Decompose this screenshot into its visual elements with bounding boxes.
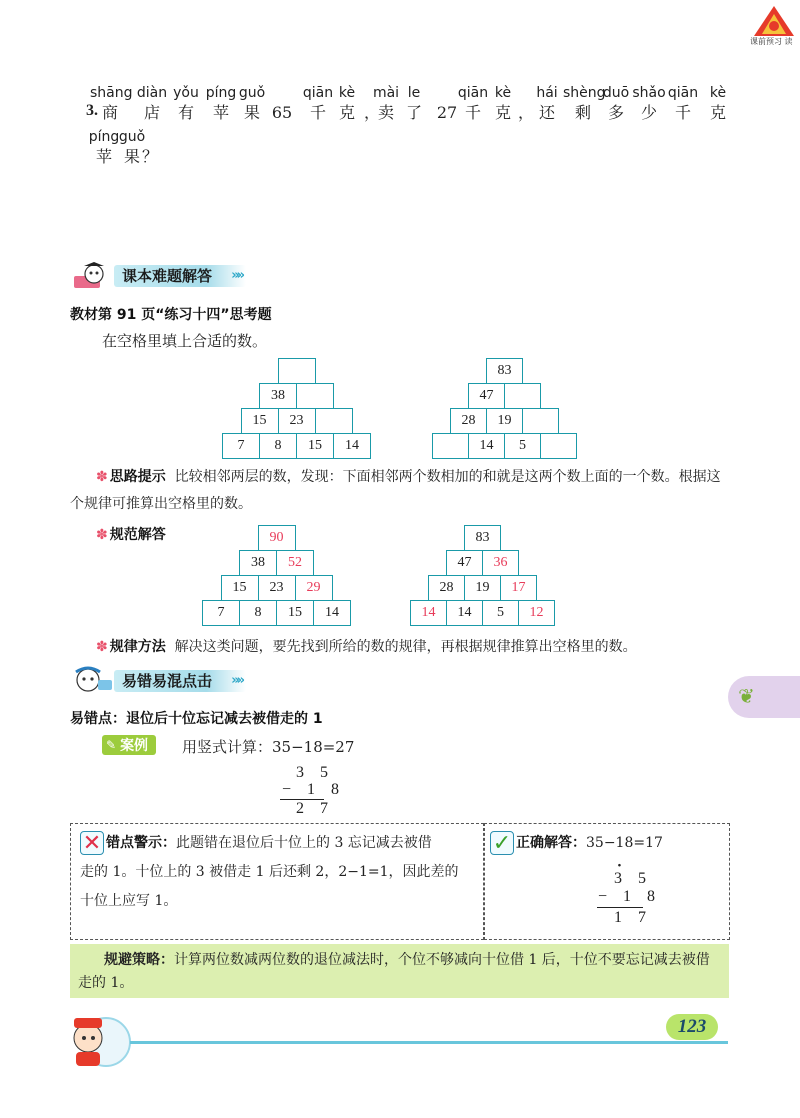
pinyin-char: kè 克 bbox=[709, 85, 727, 122]
pinyin-char: qiān 千 bbox=[457, 85, 489, 122]
pencil-icon: ✎ bbox=[106, 738, 117, 752]
pyramid-cell: 7 bbox=[202, 600, 240, 626]
pyramid-cell: 47 bbox=[446, 550, 483, 576]
pyramid-cell bbox=[540, 433, 577, 459]
logo-text: 课前预习 读 bbox=[750, 37, 793, 46]
pyramid-cell: 38 bbox=[259, 383, 297, 409]
section-title: 课本难题解答 »» bbox=[114, 265, 246, 287]
pyramid-cell: 19 bbox=[486, 408, 523, 434]
pyramid-cell: 8 bbox=[259, 433, 297, 459]
borrow-dot: · bbox=[617, 858, 622, 874]
case-vertical-top: 3 5 bbox=[296, 764, 334, 781]
pinyin-char: píng 苹 bbox=[88, 129, 120, 166]
pinyin-char: qiān 千 bbox=[302, 85, 334, 122]
pinyin-char: ， bbox=[363, 103, 380, 122]
strategy-box: 规避策略：计算两位数减两位数的退位减法时，个位不够减向十位借 1 后，十位不要忘记减去被借走的 1。 bbox=[70, 944, 729, 998]
pyramid-cell: 7 bbox=[222, 433, 260, 459]
side-tab bbox=[728, 676, 800, 718]
case-vertical-subtrahend: − 1 8 bbox=[282, 781, 346, 798]
question-number: 3. bbox=[86, 102, 98, 119]
pyramid-cell: 23 bbox=[258, 575, 296, 601]
checkmark-icon: ✓ bbox=[490, 831, 514, 855]
pyramid-cell: 38 bbox=[239, 550, 277, 576]
pinyin-char: 27 bbox=[436, 103, 458, 122]
pinyin-char: guǒ 果 bbox=[238, 85, 266, 122]
pinyin-char: guǒ 果 bbox=[118, 129, 146, 166]
pyramid-cell: 83 bbox=[486, 358, 523, 384]
pinyin-char: le 了 bbox=[405, 85, 422, 122]
pinyin-char: yǒu 有 bbox=[173, 85, 199, 122]
pyramid-cell: 52 bbox=[276, 550, 314, 576]
section-header-mistakes bbox=[72, 666, 246, 696]
pyramid-cell: 14 bbox=[313, 600, 351, 626]
sprout-icon: ❦ bbox=[738, 684, 755, 708]
pinyin-char: shāng 商 bbox=[90, 85, 133, 122]
correct-vertical-line bbox=[597, 907, 643, 908]
pinyin-char: diàn 店 bbox=[136, 85, 168, 122]
error-point: 易错点：退位后十位忘记减去被借走的 1 bbox=[70, 711, 323, 727]
pinyin-char: ， bbox=[517, 103, 534, 122]
method-paragraph: ✽ 规律方法 解决这类问题，要先找到所给的数的规律，再根据规律推算出空格里的数。 bbox=[96, 639, 637, 655]
pyramid-cell: 14 bbox=[410, 600, 447, 626]
pyramid-cell: 15 bbox=[221, 575, 259, 601]
instruction-text: 在空格里填上合适的数。 bbox=[102, 332, 268, 350]
cross-icon: ✕ bbox=[80, 831, 104, 855]
pinyin-char: hái 还 bbox=[536, 85, 558, 122]
textbook-reference: 教材第 91 页“练习十四”思考题 bbox=[70, 307, 272, 323]
pinyin-char: kè 克 bbox=[494, 85, 512, 122]
pyramid-cell bbox=[315, 408, 353, 434]
pyramid-cell: 29 bbox=[295, 575, 333, 601]
pyramid-cell: 28 bbox=[428, 575, 465, 601]
pinyin-char: qiān 千 bbox=[667, 85, 699, 122]
pyramid-cell: 14 bbox=[468, 433, 505, 459]
warning-paragraph: ✕ 错点警示：此题错在退位后十位上的 3 忘记减去被借 走的 1。十位上的 3 被借走 1 后还剩 2，2−1=1，因此差的 十位上应写 1。 bbox=[80, 831, 459, 909]
correct-vertical-result: 1 7 bbox=[614, 909, 652, 926]
pyramid-cell: 90 bbox=[258, 525, 296, 551]
pyramid-cell: 14 bbox=[333, 433, 371, 459]
pyramid-cell: 17 bbox=[500, 575, 537, 601]
pyramid-cell: 19 bbox=[464, 575, 501, 601]
flower-icon: ✽ bbox=[96, 639, 108, 655]
pinyin-char: kè 克 bbox=[338, 85, 356, 122]
pyramid-cell: 12 bbox=[518, 600, 555, 626]
pyramid-cell bbox=[296, 383, 334, 409]
pinyin-char: píng 苹 bbox=[205, 85, 237, 122]
answer-label: ✽ 规范解答 bbox=[96, 527, 166, 543]
hint-paragraph: ✽ 思路提示 比较相邻两层的数，发现：下面相邻两个数相加的和就是这两个数上面的一个数。根据这个规律可推算出空格里的数。 bbox=[70, 469, 721, 512]
pyramid-cell: 8 bbox=[239, 600, 277, 626]
pyramid-cell: 83 bbox=[464, 525, 501, 551]
mascot-icon bbox=[62, 1008, 132, 1068]
pyramid-cell: 47 bbox=[468, 383, 505, 409]
pyramid-cell: 15 bbox=[296, 433, 334, 459]
section-title: 易错易混点击 »» bbox=[114, 670, 246, 692]
double-chevron-icon: »» bbox=[231, 673, 243, 688]
pyramid-cell bbox=[504, 383, 541, 409]
flower-icon: ✽ bbox=[96, 469, 108, 485]
pyramid-cell: 5 bbox=[504, 433, 541, 459]
pyramid-cell bbox=[278, 358, 316, 384]
pyramid-cell: 28 bbox=[450, 408, 487, 434]
correct-paragraph: ✓ 正确解答：35−18=17 bbox=[490, 829, 726, 858]
pyramid-cell bbox=[522, 408, 559, 434]
page-number: 123 bbox=[666, 1014, 718, 1040]
pyramid-cell: 5 bbox=[482, 600, 519, 626]
cartoon-character-icon bbox=[72, 666, 114, 696]
pinyin-char: duō 多 bbox=[602, 85, 630, 122]
case-vertical-result: 2 7 bbox=[296, 800, 334, 817]
flower-icon: ✽ bbox=[96, 527, 108, 543]
pyramid-cell bbox=[432, 433, 469, 459]
case-text: 用竖式计算：35−18=27 bbox=[182, 738, 355, 756]
pyramid-cell: 23 bbox=[278, 408, 316, 434]
correct-vertical-top: 3 5 bbox=[614, 870, 652, 887]
pinyin-char: 65 bbox=[271, 103, 293, 122]
owl-teacher-icon bbox=[72, 262, 114, 290]
footer-rule bbox=[130, 1041, 728, 1044]
pinyin-char: mài 卖 bbox=[372, 85, 400, 122]
pyramid-cell: 15 bbox=[241, 408, 279, 434]
section-header-textbook bbox=[72, 262, 246, 290]
case-tag: ✎ 案例 bbox=[102, 735, 156, 755]
pyramid-cell: 14 bbox=[446, 600, 483, 626]
double-chevron-icon: »» bbox=[231, 268, 243, 283]
pinyin-char: shǎo 少 bbox=[632, 85, 666, 122]
pyramid-cell: 36 bbox=[482, 550, 519, 576]
pyramid-cell: 15 bbox=[276, 600, 314, 626]
pinyin-char: shèng 剩 bbox=[563, 85, 606, 122]
correct-vertical-subtrahend: − 1 8 bbox=[598, 888, 662, 905]
pinyin-char: ？ bbox=[141, 147, 158, 166]
